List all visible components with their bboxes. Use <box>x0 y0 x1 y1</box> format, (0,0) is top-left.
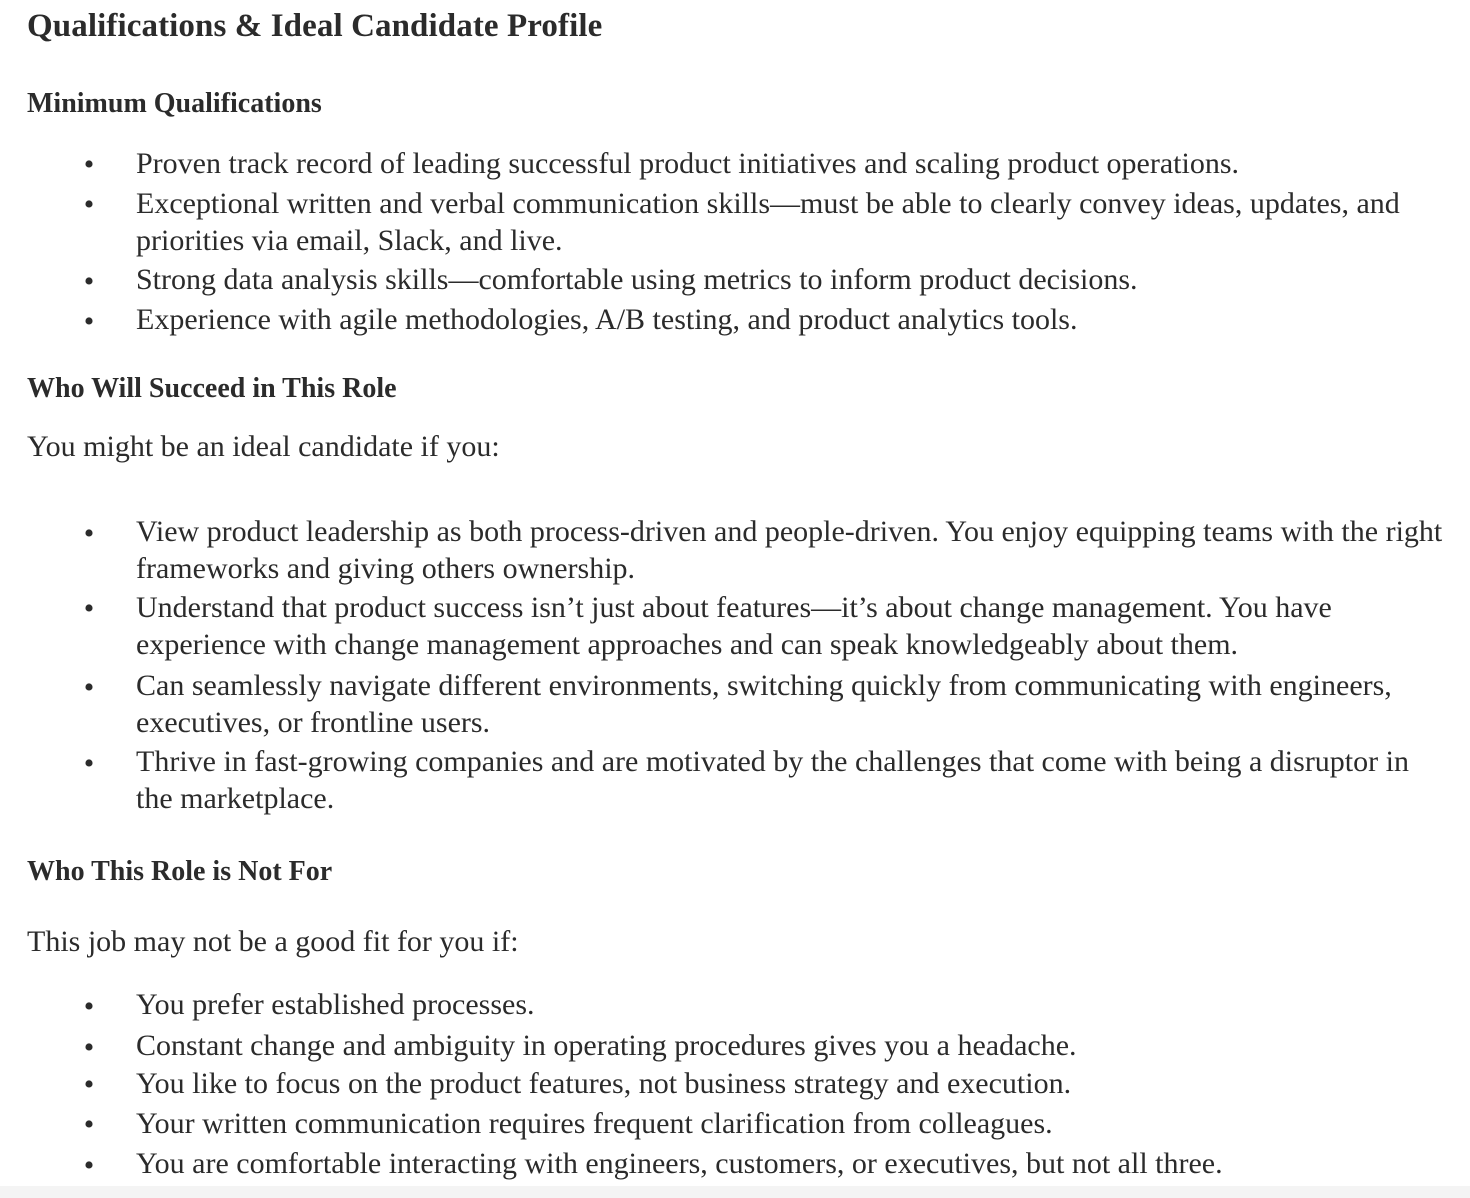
list-item-text: You are comfortable interacting with engineers, customers, or executives, but not all three. <box>136 1147 1223 1180</box>
section-heading-who-will-succeed: Who Will Succeed in This Role <box>27 373 397 404</box>
list-item-text: You like to focus on the product features, not business strategy and execution. <box>136 1067 1072 1100</box>
list-item-text: You prefer established processes. <box>136 988 535 1021</box>
list-item-text: Constant change and ambiguity in operating procedures gives you a headache. <box>136 1029 1077 1062</box>
bullet-icon: • <box>83 517 95 550</box>
list-item-text: Exceptional written and verbal communication skills—must be able to clearly convey ideas, updates, and priorities via email, Slack, and live. <box>136 187 1400 257</box>
section-heading-not-for: Who This Role is Not For <box>27 856 333 887</box>
page-bottom-edge <box>0 1186 1470 1198</box>
list-item-text: Proven track record of leading successful product initiatives and scaling product operations. <box>136 147 1239 180</box>
bullet-icon: • <box>83 671 95 704</box>
bullet-icon: • <box>83 990 95 1023</box>
bullet-icon: • <box>83 188 95 221</box>
list-item-text: Can seamlessly navigate different environments, switching quickly from communicating with engineers, executives, or frontline users. <box>136 669 1392 739</box>
bullet-icon: • <box>83 747 95 780</box>
list-item-text: Understand that product success isn’t just about features—it’s about change management. You have experience with change management approaches and can speak knowledgeably about them. <box>136 591 1332 661</box>
bullet-icon: • <box>83 148 95 181</box>
bullet-icon: • <box>83 1031 95 1064</box>
page-title: Qualifications & Ideal Candidate Profile <box>27 8 603 44</box>
bullet-icon: • <box>83 265 95 298</box>
list-item-text: Strong data analysis skills—comfortable using metrics to inform product decisions. <box>136 263 1138 296</box>
list-item-text: Thrive in fast-growing companies and are motivated by the challenges that come with being a disruptor in the marketplace. <box>136 745 1409 815</box>
list-item-text: Experience with agile methodologies, A/B testing, and product analytics tools. <box>136 303 1078 336</box>
list-item-text: Your written communication requires frequent clarification from colleagues. <box>136 1107 1053 1140</box>
bullet-icon: • <box>83 1068 95 1101</box>
list-item-text: View product leadership as both process-driven and people-driven. You enjoy equipping teams with the right frameworks and giving others ownership. <box>136 515 1443 585</box>
bullet-icon: • <box>83 305 95 338</box>
section-intro-who-will-succeed: You might be an ideal candidate if you: <box>27 430 500 463</box>
bullet-icon: • <box>83 1108 95 1141</box>
section-heading-minimum-qualifications: Minimum Qualifications <box>27 88 322 119</box>
bullet-icon: • <box>83 1149 95 1182</box>
bullet-icon: • <box>83 592 95 625</box>
section-intro-not-for: This job may not be a good fit for you if: <box>27 925 519 958</box>
